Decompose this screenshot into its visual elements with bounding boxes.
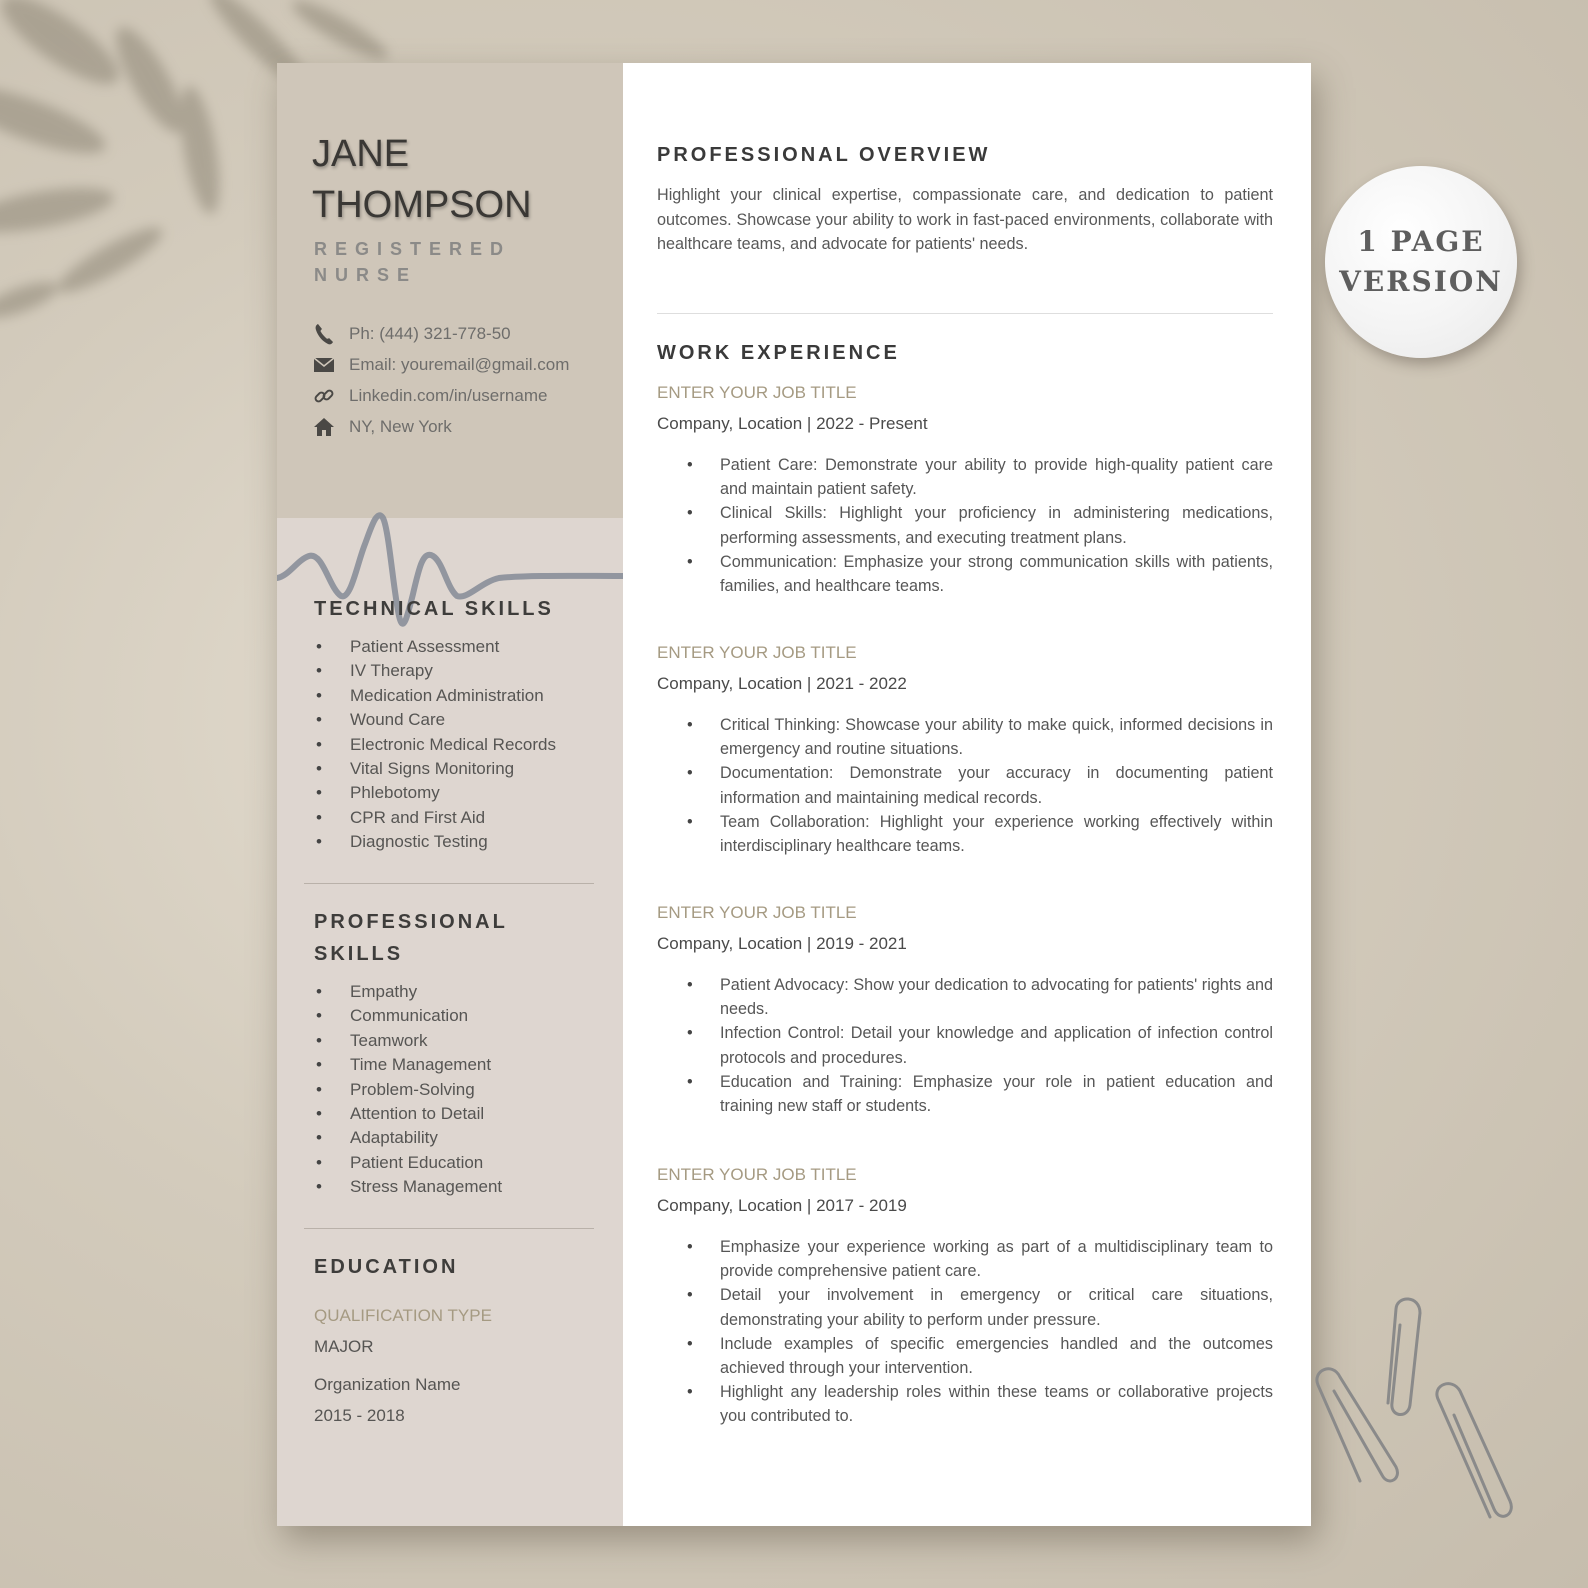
list-item: • Highlight any leadership roles within these teams or collaborative projects you contributed to.: [657, 1380, 1273, 1428]
list-item: • Medication Administration: [314, 684, 594, 708]
list-item: • Teamwork: [314, 1029, 544, 1053]
list-item: • Problem-Solving: [314, 1078, 544, 1102]
job-entry: [657, 901, 1273, 1118]
list-item: • IV Therapy: [314, 659, 594, 683]
list-item: • Education and Training: Emphasize your role in patient education and training new staff or students.: [657, 1070, 1273, 1118]
job-title: ENTER YOUR JOB TITLE: [657, 383, 857, 402]
page-version-badge: [1325, 166, 1517, 358]
list-item: • Critical Thinking: Showcase your ability to make quick, informed decisions in emergency and routine situations.: [657, 713, 1273, 761]
list-item: • Stress Management: [314, 1175, 544, 1199]
work-experience-section: [657, 339, 1273, 367]
location-text: NY, New York: [349, 416, 452, 436]
contact-list: [313, 318, 613, 442]
list-item: • Communication: Emphasize your strong communication skills with patients, families, and healthcare teams.: [657, 550, 1273, 598]
paperclip-icon: [1310, 1295, 1540, 1535]
list-item: • Detail your involvement in emergency or critical care situations, demonstrating your ability to perform under pressure.: [657, 1283, 1273, 1331]
list-item: • Team Collaboration: Highlight your experience working effectively within interdisciplinary healthcare teams.: [657, 810, 1273, 858]
professional-skills-heading: PROFESSIONAL SKILLS: [314, 911, 508, 965]
sidebar: [277, 63, 623, 1526]
email-icon: [313, 354, 335, 376]
list-item: • Clinical Skills: Highlight your proficiency in administering medications, performing assessments, and executing treatment plans.: [657, 501, 1273, 549]
contact-phone: [313, 318, 613, 349]
job-entry: [657, 381, 1273, 598]
first-name: JANE: [312, 133, 410, 175]
candidate-name: [312, 129, 532, 231]
linkedin-text: Linkedin.com/in/username: [349, 385, 548, 405]
contact-email: [313, 349, 613, 380]
job-role: REGISTERED NURSE: [314, 239, 512, 285]
organization-name: Organization Name: [314, 1375, 461, 1394]
list-item: • Patient Care: Demonstrate your ability to provide high-quality patient care and maintain patient safety.: [657, 453, 1273, 501]
divider: [657, 313, 1273, 314]
professional-skills-list: [314, 980, 544, 1200]
list-item: • Patient Education: [314, 1151, 544, 1175]
divider: [304, 1228, 594, 1229]
job-title: ENTER YOUR JOB TITLE: [657, 643, 857, 662]
phone-text: Ph: (444) 321-778-50: [349, 323, 511, 343]
list-item: • Patient Assessment: [314, 635, 594, 659]
link-icon: [313, 385, 335, 407]
list-item: • Infection Control: Detail your knowledge and application of infection control protocols and procedures.: [657, 1021, 1273, 1069]
contact-location: [313, 411, 613, 442]
job-title: ENTER YOUR JOB TITLE: [657, 903, 857, 922]
list-item: • Patient Advocacy: Show your dedication to advocating for patients' rights and needs.: [657, 973, 1273, 1021]
overview-heading: PROFESSIONAL OVERVIEW: [657, 144, 991, 166]
list-item: • Communication: [314, 1004, 544, 1028]
list-item: • Phlebotomy: [314, 781, 594, 805]
job-company: Company, Location | 2017 - 2019: [657, 1196, 907, 1215]
list-item: • Adaptability: [314, 1126, 544, 1150]
education-section: [314, 1251, 594, 1429]
overview-section: [657, 141, 1273, 257]
badge-line-1: 1 PAGE: [1357, 225, 1485, 258]
list-item: • Attention to Detail: [314, 1102, 544, 1126]
list-item: • Empathy: [314, 980, 544, 1004]
list-item: • Vital Signs Monitoring: [314, 757, 594, 781]
list-item: • Diagnostic Testing: [314, 830, 594, 854]
education-years: 2015 - 2018: [314, 1406, 405, 1425]
education-major: MAJOR: [314, 1337, 374, 1356]
technical-skills-heading: TECHNICAL SKILLS: [314, 598, 554, 620]
job-company: Company, Location | 2022 - Present: [657, 414, 928, 433]
job-bullets: [657, 1235, 1273, 1429]
job-title: ENTER YOUR JOB TITLE: [657, 1165, 857, 1184]
technical-skills-section: [314, 593, 594, 855]
list-item: • Wound Care: [314, 708, 594, 732]
last-name: THOMPSON: [312, 184, 532, 226]
list-item: • Time Management: [314, 1053, 544, 1077]
job-company: Company, Location | 2019 - 2021: [657, 934, 907, 953]
job-bullets: [657, 453, 1273, 598]
resume-page: [277, 63, 1311, 1526]
phone-icon: [313, 323, 335, 345]
badge-line-2: VERSION: [1339, 265, 1503, 298]
job-entry: [657, 1163, 1273, 1429]
list-item: • Electronic Medical Records: [314, 733, 594, 757]
work-experience-heading: WORK EXPERIENCE: [657, 342, 900, 364]
job-company: Company, Location | 2021 - 2022: [657, 674, 907, 693]
list-item: • Include examples of specific emergencies handled and the outcomes achieved through your intervention.: [657, 1332, 1273, 1380]
job-bullets: [657, 973, 1273, 1118]
divider: [304, 883, 594, 884]
job-bullets: [657, 713, 1273, 858]
home-icon: [313, 416, 335, 438]
education-heading: EDUCATION: [314, 1256, 459, 1278]
list-item: • CPR and First Aid: [314, 806, 594, 830]
list-item: • Documentation: Demonstrate your accuracy in documenting patient information and maintaining medical records.: [657, 761, 1273, 809]
overview-text: Highlight your clinical expertise, compassionate care, and dedication to patient outcomes. Showcase your ability to work in fast-paced environments, collaborate with healthcare teams, and advocate for patients' needs.: [657, 186, 1273, 253]
technical-skills-list: [314, 635, 594, 855]
job-entry: [657, 641, 1273, 858]
professional-skills-section: [314, 906, 544, 1200]
list-item: • Emphasize your experience working as part of a multidisciplinary team to provide comprehensive patient care.: [657, 1235, 1273, 1283]
email-text: Email: youremail@gmail.com: [349, 354, 570, 374]
qualification-type: QUALIFICATION TYPE: [314, 1306, 492, 1325]
contact-linkedin: [313, 380, 613, 411]
